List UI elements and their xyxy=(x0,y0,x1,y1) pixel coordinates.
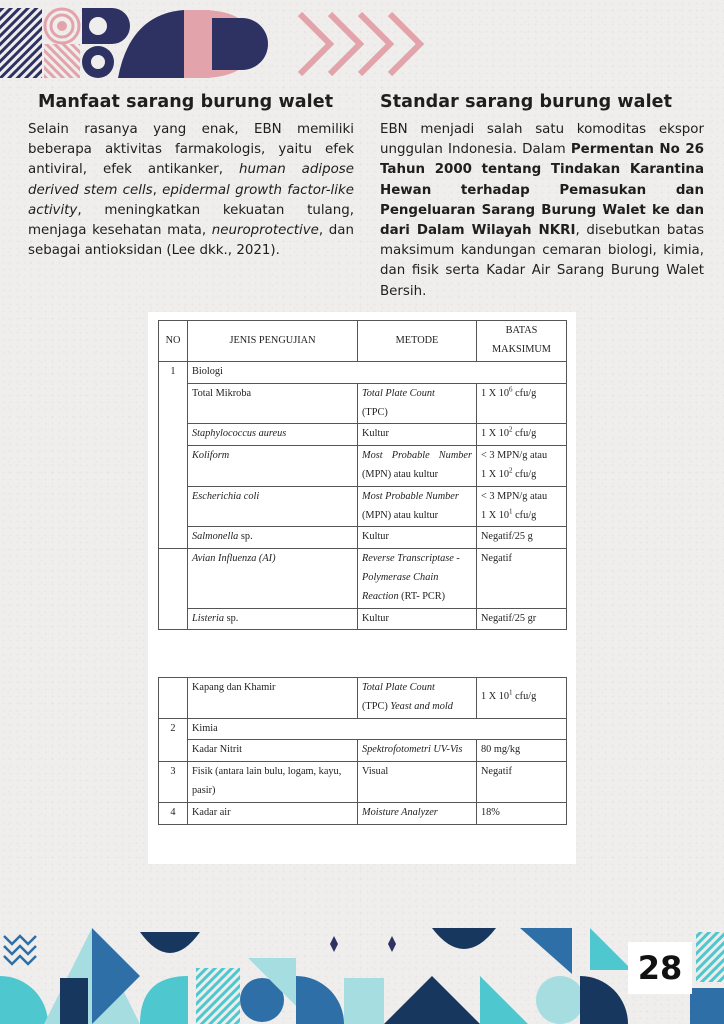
method-cell: Reverse Transcriptase - Polymerase Chain Reaction (RT- PCR) xyxy=(358,549,477,608)
row-no-empty xyxy=(159,678,188,719)
table-row xyxy=(159,762,567,803)
teal-striped-block-shape xyxy=(196,968,240,1024)
test-name: Koliform xyxy=(188,446,358,487)
header-test: JENIS PENGUJIAN xyxy=(188,321,358,362)
table-row xyxy=(159,362,567,384)
dark-triangle-shape xyxy=(384,976,480,1024)
method-cell: Kultur xyxy=(358,424,477,446)
table-row xyxy=(159,802,567,824)
method-cell: Kultur xyxy=(358,527,477,549)
test-name: Avian Influenza (AI) xyxy=(188,549,358,608)
manfaat-title: Manfaat sarang burung walet xyxy=(38,92,334,112)
limit-cell: 1 X $10^2$ cfu/g xyxy=(477,424,567,446)
teal-quarter-circle-shape xyxy=(0,976,48,1024)
blue-edge-block-shape xyxy=(690,988,724,1024)
category-label: Kimia xyxy=(188,718,567,740)
method-cell: Total Plate Count (TPC) Yeast and mold xyxy=(358,678,477,719)
teal-triangle-shape xyxy=(480,976,528,1024)
table-row xyxy=(159,549,567,608)
manfaat-paragraph: Selain rasanya yang enak, EBN memiliki beberapa aktivitas farmakologis, yaitu efek antiviral, efek antikanker, human adipose derived stem cells, epidermal growth factor-like activity, meningkatkan kekuatan tulang, menjaga kesehatan mata, neuroprotective, dan sebagai antioksidan (Lee dkk., 2021). xyxy=(28,122,354,259)
striped-block-shape xyxy=(0,8,42,78)
table-row xyxy=(159,527,567,549)
table-row xyxy=(159,718,567,740)
standar-section xyxy=(380,92,704,302)
navy-circle-hole-shape xyxy=(91,55,105,69)
pink-striped-block-shape xyxy=(44,44,80,78)
row-no: 4 xyxy=(159,802,188,824)
standard-table-part-2 xyxy=(158,677,567,825)
teal-arc-shape xyxy=(140,976,188,1024)
light-block-shape xyxy=(344,978,384,1024)
sparkle-icon xyxy=(330,936,338,952)
limit-cell: Negatif/25 g xyxy=(477,527,567,549)
table-row xyxy=(159,486,567,527)
limit-cell: Negatif xyxy=(477,762,567,803)
concentric-circles-shape xyxy=(45,9,79,43)
dark-block-shape xyxy=(60,978,88,1024)
test-name: Kadar Nitrit xyxy=(188,740,358,762)
teal-striped-edge-shape xyxy=(696,932,724,982)
standar-paragraph: EBN menjadi salah satu komoditas ekspor unggulan Indonesia. Dalam Permentan No 26 Tahun 2000 tentang Tindakan Karantina Hewan terhadap Pemasukan dan Pengeluaran Sarang Burung Walet ke dan dari Dalam Wilayah NKRI, disebutkan batas maksimum kandungan cemaran biologi, kimia, dan fisik serta Kadar Air Sarang Burung Walet Bersih. xyxy=(380,122,704,299)
row-no: 2 xyxy=(159,718,188,762)
method-cell: Total Plate Count (TPC) xyxy=(358,383,477,424)
test-name: Escherichia coli xyxy=(188,486,358,527)
test-name: Kadar air xyxy=(188,802,358,824)
method-cell: Spektrofotometri UV-Vis xyxy=(358,740,477,762)
table-row xyxy=(159,678,567,719)
blue-quarter-shape xyxy=(296,976,344,1024)
table-header-row xyxy=(159,321,567,362)
limit-cell: 18% xyxy=(477,802,567,824)
limit-cell: 1 X $10^6$ cfu/g xyxy=(477,383,567,424)
test-name: Staphylococcus aureus xyxy=(188,424,358,446)
method-cell: Visual xyxy=(358,762,477,803)
ring-hole-shape xyxy=(89,17,107,35)
limit-cell: < 3 MPN/g atau 1 X $10^2$ cfu/g xyxy=(477,446,567,487)
standard-table-card xyxy=(148,312,576,864)
test-name: Kapang dan Khamir xyxy=(188,678,358,719)
header-method: METODE xyxy=(358,321,477,362)
header-no: NO xyxy=(159,321,188,362)
chevron-arrows-shape xyxy=(300,14,420,74)
light-circle-shape xyxy=(536,976,584,1024)
teal-wedge-shape xyxy=(590,928,632,970)
dark-leaf-shape-2 xyxy=(432,928,496,949)
category-label: Biologi xyxy=(188,362,567,384)
footer-decoration xyxy=(0,918,724,1024)
page-number: 28 xyxy=(628,942,692,994)
table-row xyxy=(159,383,567,424)
limit-cell: Negatif/25 gr xyxy=(477,608,567,630)
table-row xyxy=(159,446,567,487)
test-name: Listeria sp. xyxy=(188,608,358,630)
manfaat-section xyxy=(28,92,354,261)
method-cell: Most Probable Number (MPN) atau kultur xyxy=(358,446,477,487)
row-no-empty xyxy=(159,549,188,630)
test-name: Salmonella sp. xyxy=(188,527,358,549)
method-cell: Kultur xyxy=(358,608,477,630)
sparkle-icon xyxy=(388,936,396,952)
table-row xyxy=(159,424,567,446)
standar-title: Standar sarang burung walet xyxy=(380,92,673,112)
test-name: Fisik (antara lain bulu, logam, kayu, pasir) xyxy=(188,762,358,803)
dark-quarter-shape xyxy=(580,976,628,1024)
row-no: 3 xyxy=(159,762,188,803)
blue-wedge-shape xyxy=(520,928,572,974)
row-no: 1 xyxy=(159,362,188,549)
standard-table-part-1 xyxy=(158,320,567,630)
table-row xyxy=(159,608,567,630)
header-decoration xyxy=(0,0,724,84)
limit-cell: 1 X $10^1$ cfu/g xyxy=(477,678,567,719)
test-name: Total Mikroba xyxy=(188,383,358,424)
limit-cell: Negatif xyxy=(477,549,567,608)
limit-cell: 80 mg/kg xyxy=(477,740,567,762)
method-cell: Most Probable Number (MPN) atau kultur xyxy=(358,486,477,527)
method-cell: Moisture Analyzer xyxy=(358,802,477,824)
limit-cell: < 3 MPN/g atau 1 X $10^1$ cfu/g xyxy=(477,486,567,527)
dark-leaf-shape xyxy=(140,932,200,953)
table-row xyxy=(159,740,567,762)
footer-zigzag-shape xyxy=(4,936,36,964)
header-limit: BATAS MAKSIMUM xyxy=(477,321,567,362)
